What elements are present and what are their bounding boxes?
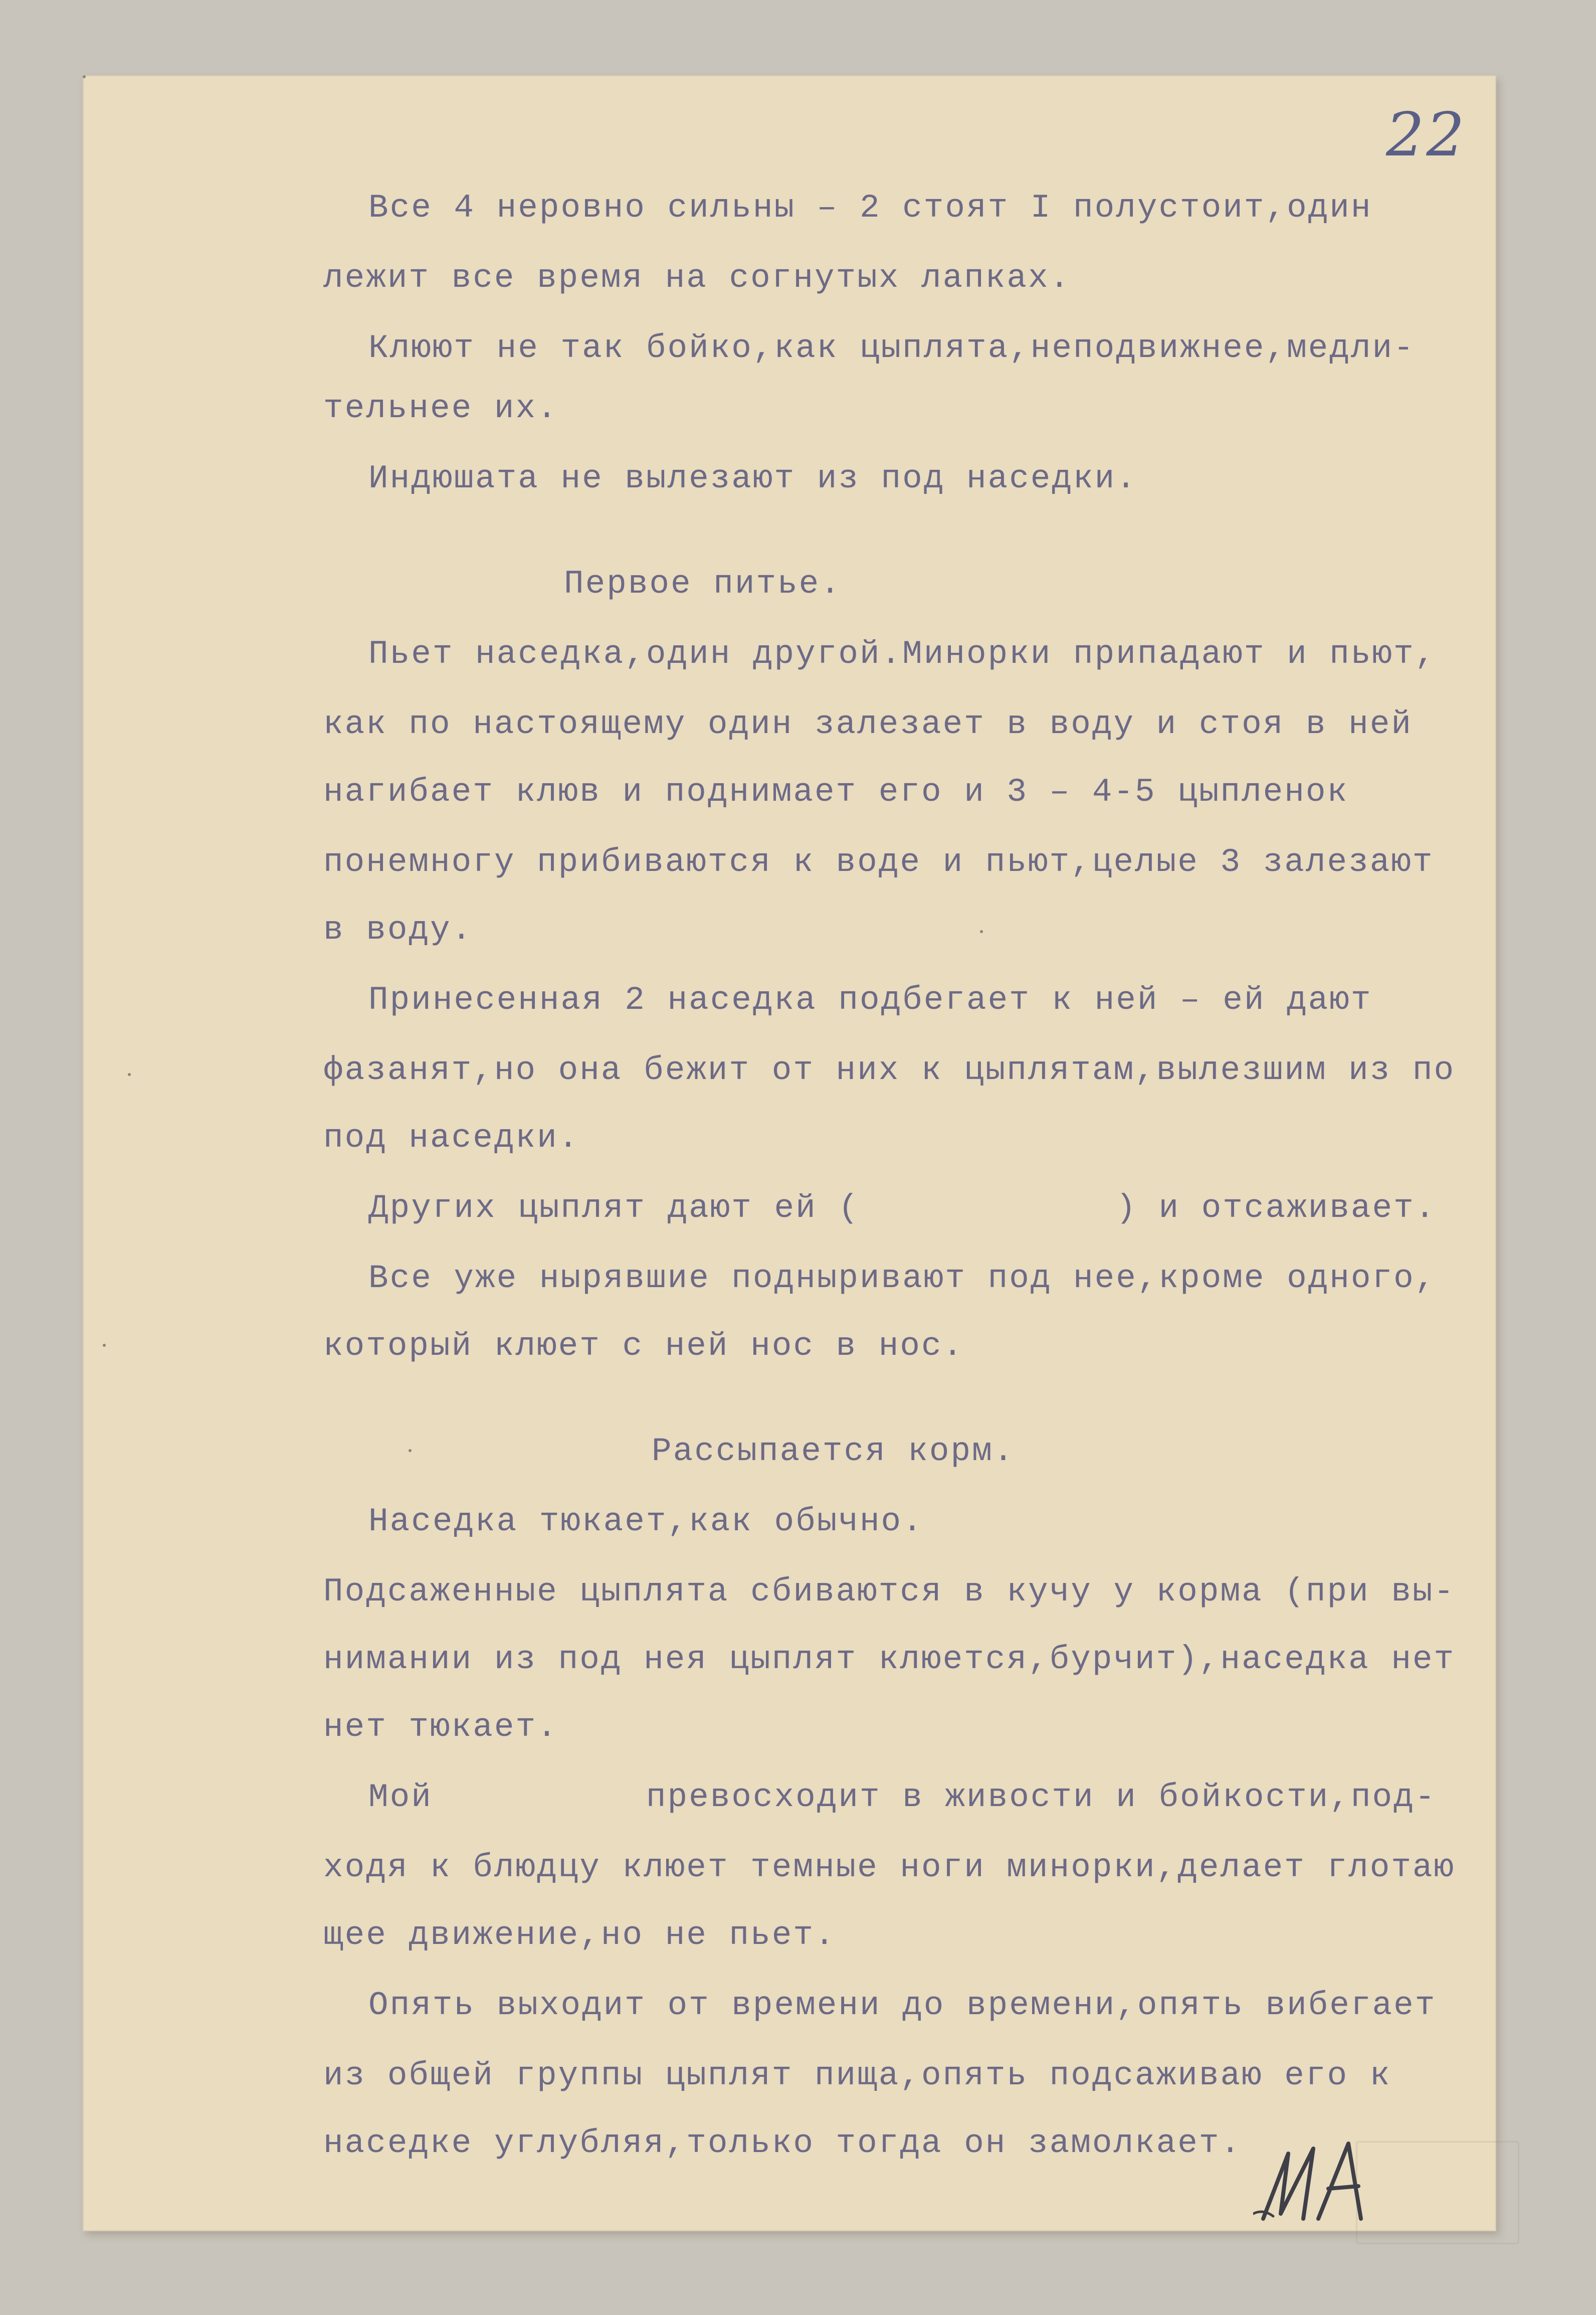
section-heading: Первое питье. [564,565,842,603]
text-line: ходя к блюдцу клюет темные ноги минорки,делает глотаю [323,1849,1456,1886]
text-line: нет тюкает. [323,1708,558,1746]
paper-speck [103,1344,106,1347]
text-line: тельнее их. [323,390,558,427]
paper-speck [409,1449,412,1452]
text-line: щее движение,но не пьет. [323,1916,836,1954]
section-heading: Рассыпается корм. [652,1433,1015,1470]
paper-speck [128,1073,131,1076]
text-line: Мой превосходит в живости и бойкости,под- [368,1778,1437,1816]
signature-icon [1253,2133,1383,2229]
text-line: Все уже нырявшие подныривают под нее,кроме одного, [368,1260,1437,1297]
text-line: фазанят,но она бежит от них к цыплятам,вылезшим из по [323,1051,1456,1089]
text-line: наседке углубляя,только тогда он замолкает. [323,2124,1242,2162]
paper-speck [83,75,86,78]
text-line: нагибает клюв и поднимает его и 3 – 4-5 цыпленок [323,773,1349,811]
text-line: Подсаженные цыплята сбиваются в кучу у корма (при вы- [323,1573,1456,1611]
paper-speck [980,930,983,933]
text-line: который клюет с ней нос в нос. [323,1327,964,1365]
text-line: под наседки. [323,1119,580,1157]
page-number: 22 [1386,100,1467,170]
text-line: Клюют не так бойко,как цыплята,неподвижнее,медли- [368,329,1415,367]
text-line: Опять выходит от времени до времени,опять вибегает [368,1987,1437,2024]
text-line: Все 4 неровно сильны – 2 стоят I полустоит,один [368,189,1372,227]
text-line: Пьет наседка,один другой.Минорки припадают и пьют, [368,635,1437,673]
text-line: нимании из под нея цыплят клюется,бурчит),наседка нет [323,1641,1456,1678]
text-line: лежит все время на согнутых лапках. [323,259,1071,297]
text-line: Других цыплят дают ей ( ) и отсаживает. [368,1189,1437,1227]
text-line: в воду. [323,911,473,949]
text-line: Индюшата не вылезают из под наседки. [368,460,1137,497]
document-page [83,75,1496,2231]
text-line: как по настоящему один залезает в воду и стоя в ней [323,705,1413,743]
text-line: Принесенная 2 наседка подбегает к ней – ей дают [368,981,1372,1019]
text-line: понемногу прибиваются к воде и пьют,целые 3 залезают [323,843,1434,881]
text-line: из общей группы цыплят пища,опять подсаживаю его к [323,2057,1391,2094]
text-line: Наседка тюкает,как обычно. [368,1503,924,1540]
